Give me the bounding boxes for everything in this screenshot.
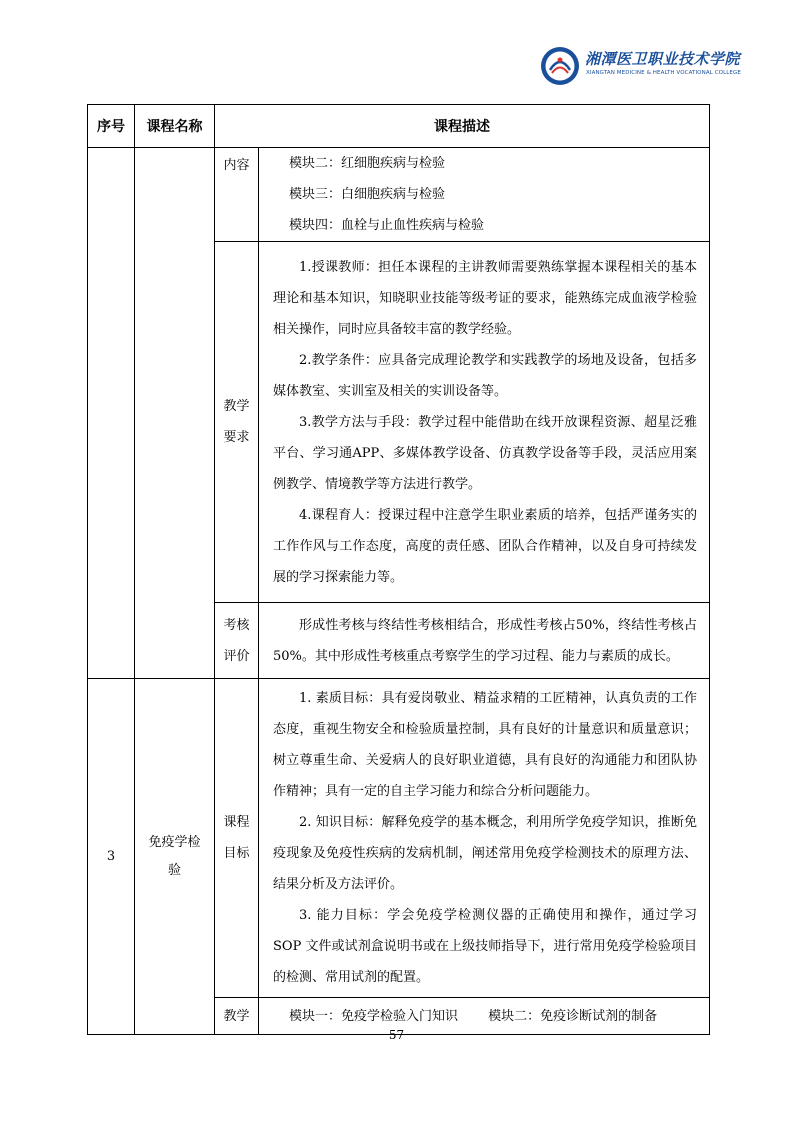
header-course-name: 课程名称 — [135, 105, 215, 148]
paragraph: 3.教学方法与手段：教学过程中能借助在线开放课程资源、超星泛雅平台、学习通APP、多媒体教学设备、仿真教学设备等手段，灵活应用案例教学、情境教学等方法进行教学。 — [273, 414, 697, 492]
paragraph: 2.教学条件：应具备完成理论教学和实践教学的场地及设备，包括多媒体教室、实训室及相关的实训设备等。 — [273, 352, 697, 399]
paragraph: 1. 素质目标：具有爱岗敬业、精益求精的工匠精神，认真负责的工作态度，重视生物安全和检验质量控制，具有良好的计量意识和质量意识；树立尊重生命、关爱病人的良好职业道德，具有良好的沟通能力和团队协作精神；具有一定的自主学习能力和综合分析问题能力。 — [273, 691, 697, 799]
course-name: 免疫学检 验 — [135, 679, 215, 1035]
paragraph: 3. 能力目标：学会免疫学检测仪器的正确使用和操作，通过学习 SOP 文件或试剂盒说明书或在上级技师指导下，进行常用免疫学检验项目的检测、常用试剂的配置。 — [273, 908, 697, 985]
list-item: 模块四：血栓与止血性疾病与检验 — [289, 218, 485, 233]
header-course-description: 课程描述 — [215, 105, 710, 148]
list-item: 模块二：红细胞疾病与检验 — [289, 156, 446, 171]
header-number: 序号 — [88, 105, 135, 148]
college-emblem-icon — [540, 46, 580, 86]
teaching-content-label: 教学 — [215, 998, 259, 1035]
logo-chinese-name: 湘潭医卫职业技术学院 — [585, 50, 741, 68]
course-goals-label: 课程 目标 — [215, 679, 259, 998]
logo-english-name: XIANGTAN MEDICINE & HEALTH VOCATIONAL COLLEGE — [586, 70, 741, 76]
course-name-cell-empty — [135, 148, 215, 679]
paragraph: 1.授课教师：担任本课程的主讲教师需要熟练掌握本课程相关的基本理论和基本知识，知晓职业技能等级考证的要求，能熟练完成血液学检验相关操作，同时应具备较丰富的教学经验。 — [273, 259, 697, 337]
module-list — [259, 148, 710, 242]
page-number: 57 — [388, 1028, 405, 1042]
content-row — [88, 148, 710, 242]
college-logo — [540, 46, 741, 86]
paragraph: 2. 知识目标：解释免疫学的基本概念，利用所学免疫学知识，推断免疫现象及免疫性疾病的发病机制，阐述常用免疫学检测技术的原理方法、结果分析及方法评价。 — [273, 815, 697, 892]
number-cell-empty — [88, 148, 135, 679]
paragraph: 形成性考核与终结性考核相结合，形成性考核占50%，终结性考核占50%。其中形成性考核重点考察学生的学习过程、能力与素质的成长。 — [273, 617, 697, 664]
content-label: 内容 — [215, 148, 259, 242]
assessment-text — [259, 603, 710, 679]
table-header-row — [88, 105, 710, 148]
assessment-label: 考核 评价 — [215, 603, 259, 679]
teaching-content-modules: 模块一：免疫学检验入门知识 模块二：免疫诊断试剂的制备 — [259, 998, 710, 1035]
course-number: 3 — [88, 679, 135, 1035]
course-goals-text — [259, 679, 710, 998]
teaching-requirements-text — [259, 242, 710, 603]
goals-row — [88, 679, 710, 998]
course-table — [87, 104, 710, 1035]
paragraph: 4.课程育人：授课过程中注意学生职业素质的培养，包括严谨务实的工作作风与工作态度，高度的责任感、团队合作精神，以及自身可持续发展的学习探索能力等。 — [273, 507, 697, 585]
list-item: 模块三：白细胞疾病与检验 — [289, 187, 446, 202]
teaching-requirements-label: 教学 要求 — [215, 242, 259, 603]
